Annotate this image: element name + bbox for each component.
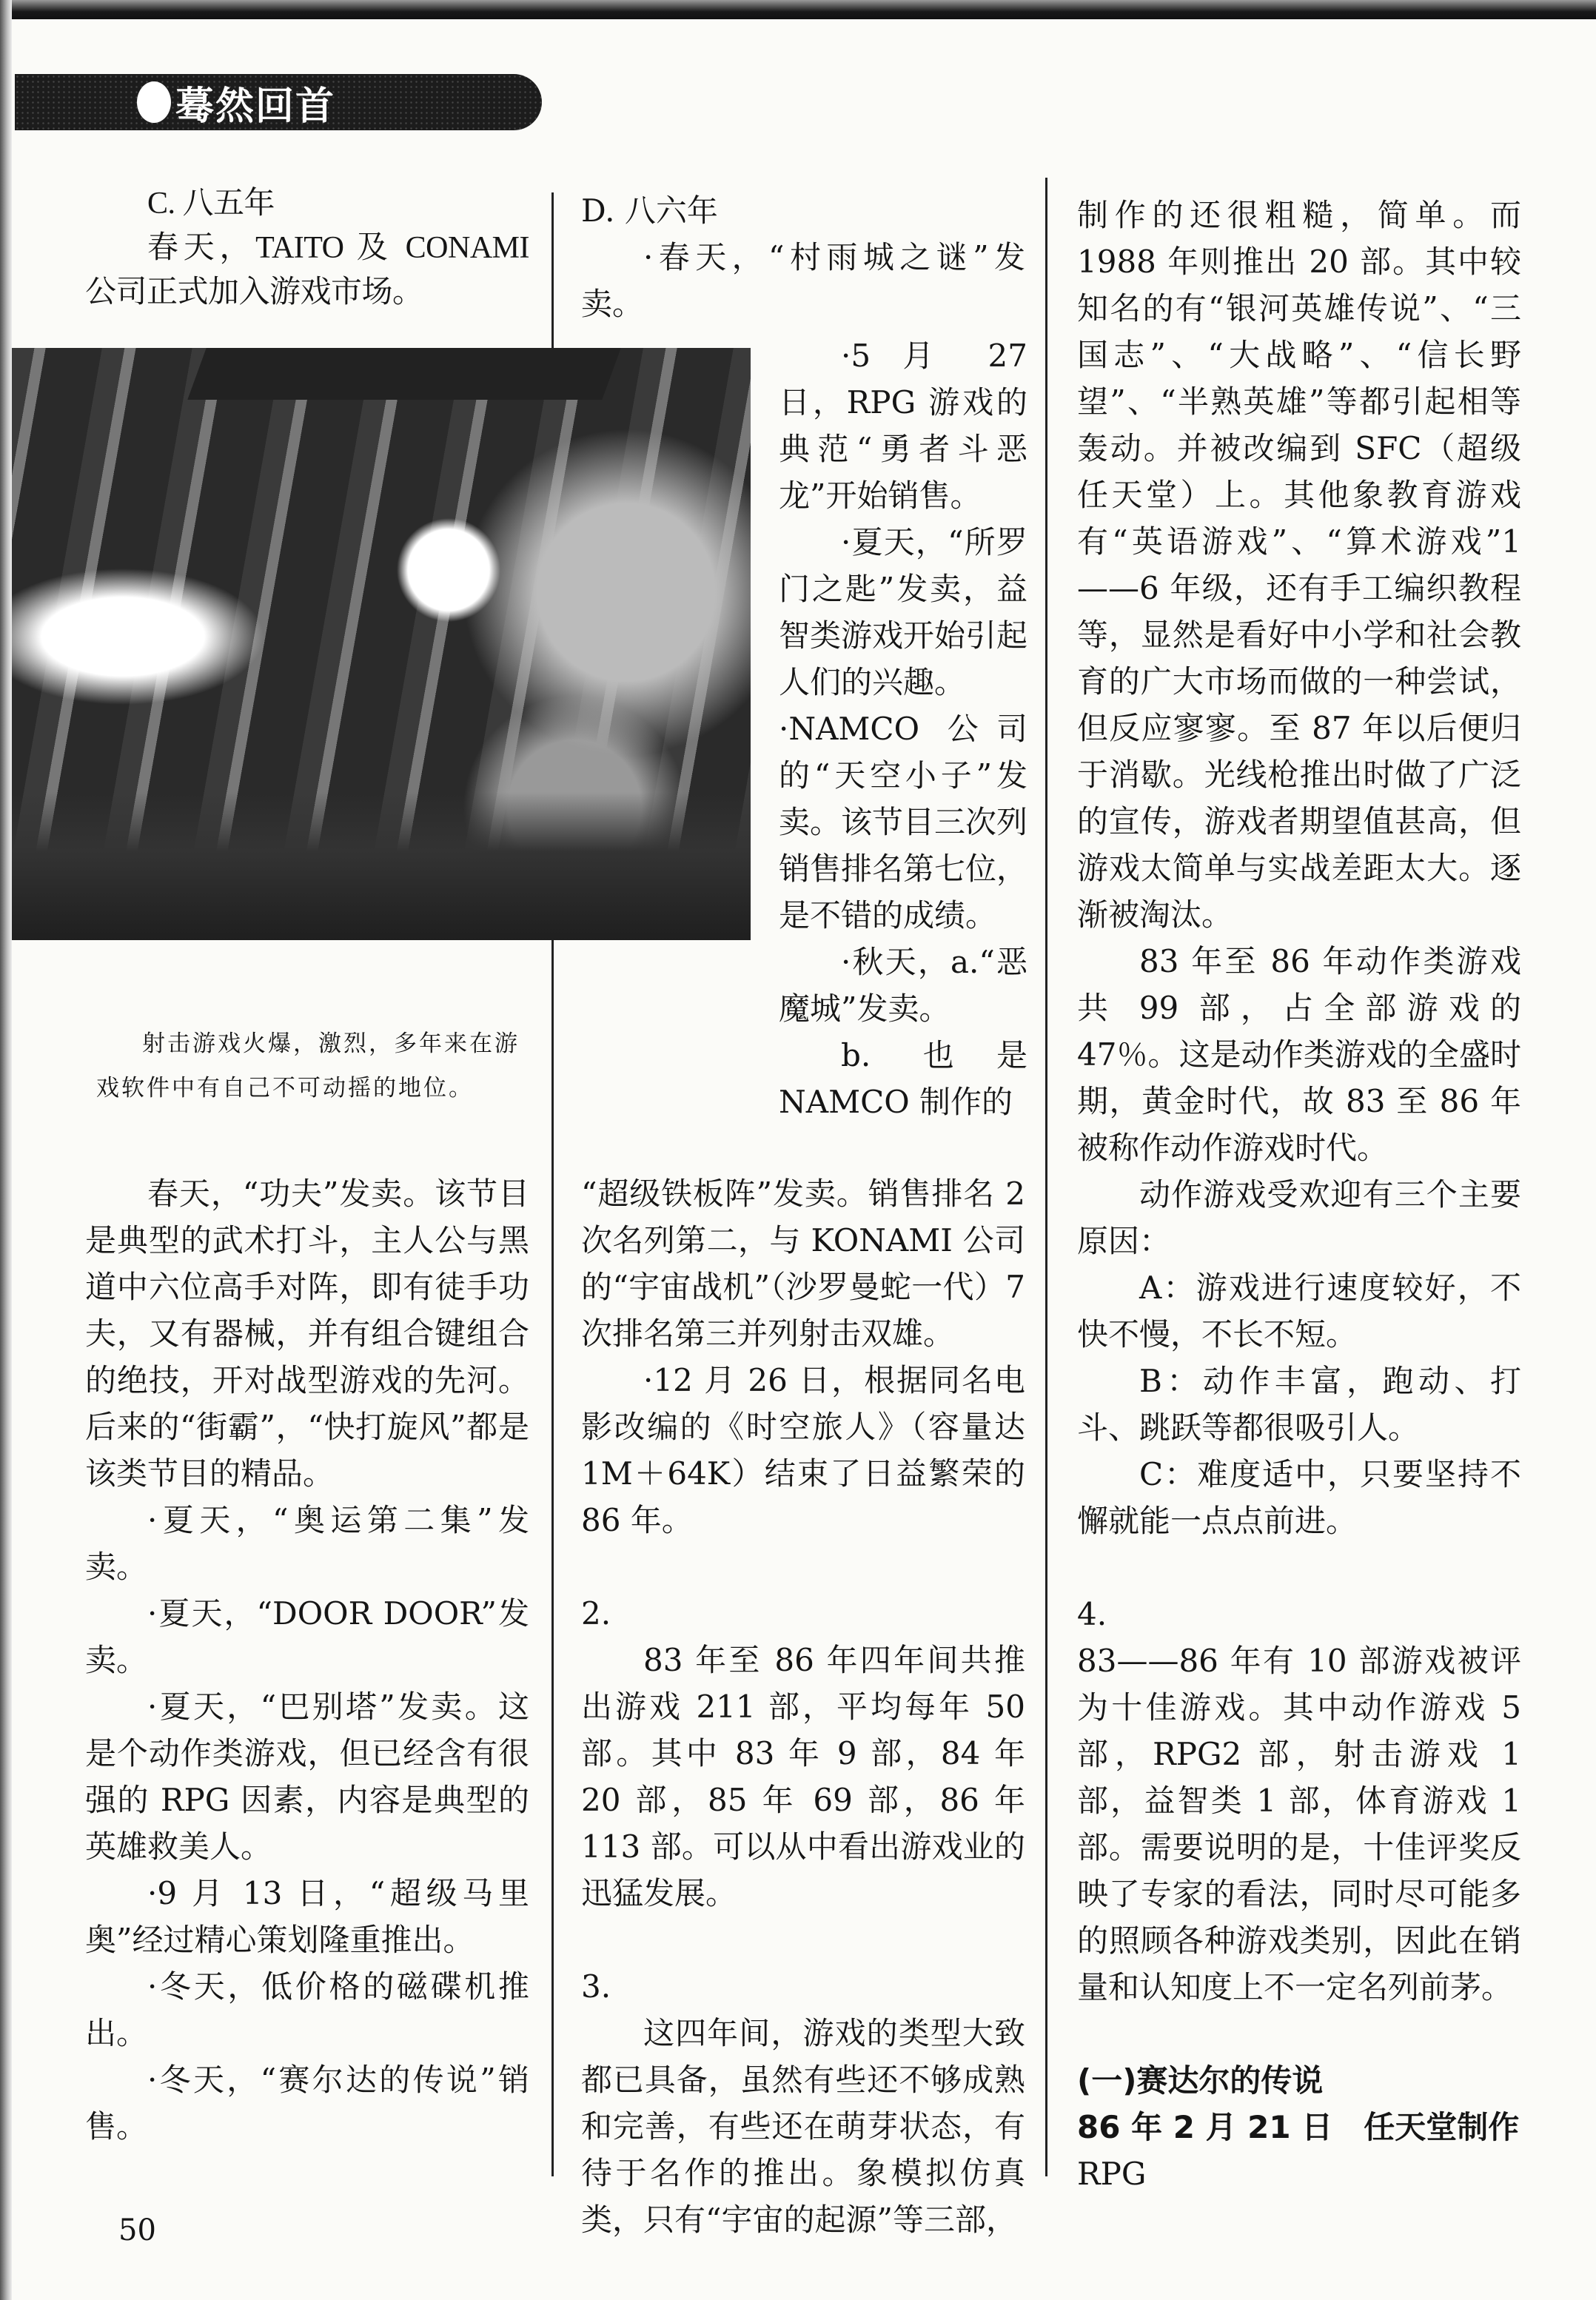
paragraph: 这四年间，游戏的类型大致都已具备，虽然有些还不够成熟和完善，有些还在萌芽状态，有待于名作的推出。象模拟仿真类，只有“宇宙的起源”等三部， bbox=[581, 2015, 1025, 2238]
year-heading: C. 八五年 bbox=[147, 187, 275, 221]
paragraph: 83 年至 86 年动作类游戏共 99 部，占全部游戏的 47％。这是动作类游戏的全盛时期，黄金时代，故 83 至 86 年被称作动作游戏时代。 bbox=[1077, 943, 1521, 1166]
section-number: 2. bbox=[581, 1595, 611, 1632]
game-release-info: 86 年 2 月 21 日 任天堂制作 bbox=[1077, 2109, 1520, 2145]
paragraph: ·12 月 26 日，根据同名电影改编的《时空旅人》（容量达 1M＋64K）结束了日益繁荣的 86 年。 bbox=[581, 1362, 1025, 1538]
section-title: 蓦然回首 bbox=[175, 84, 336, 129]
photo-ground bbox=[12, 792, 751, 940]
column-2-full bbox=[581, 1170, 1025, 2243]
circle-bullet-icon bbox=[137, 81, 171, 123]
column-1-bottom bbox=[85, 1170, 529, 2150]
section-header-bar bbox=[15, 74, 542, 130]
paragraph: ·夏天，“DOOR DOOR”发卖。 bbox=[85, 1595, 529, 1678]
paragraph: ·夏天，“巴别塔”发卖。这是个动作类游戏，但已经含有很强的 RPG 因素，内容是典型的英雄救美人。 bbox=[85, 1689, 529, 1865]
paragraph: 动作游戏受欢迎有三个主要原因： bbox=[1077, 1176, 1521, 1259]
paragraph: ·5 月 27 日，RPG 游戏的典范“勇者斗恶龙”开始销售。 bbox=[779, 338, 1027, 514]
page-number: 50 bbox=[118, 2213, 156, 2247]
paragraph: ·夏天，“所罗门之匙”发卖，益智类游戏开始引起人们的兴趣。 bbox=[779, 524, 1028, 700]
paragraph: 制作的还很粗糙，简单。而 1988 年则推出 20 部。其中较知名的有“银河英雄传说”、“三国志”、“大战略”、“信长野望”、“半熟英雄”等都引起相等轰动。并被改编到 SFC（超级任天堂）上。其他象教育游戏有“英语游戏”、“算术游戏”1——6 年级，还有手工编织教程等，显然是看好中小学和社会教育的广大市场而做的一种尝试，但反应寥寥。至 87 年以后便归于消歇。光线枪推出时做了广泛的宣传，游戏者期望值甚高，但游戏太简单与实战差距太大。逐渐被淘汰。 bbox=[1077, 197, 1521, 933]
column-divider bbox=[1045, 178, 1047, 2176]
paragraph: b. 也是 NAMCO 制作的 bbox=[779, 1037, 1027, 1120]
paragraph: B：动作丰富，跑动、打斗、跳跃等都很吸引人。 bbox=[1077, 1363, 1521, 1446]
column-3 bbox=[1077, 192, 1521, 2197]
column-1-top bbox=[85, 181, 529, 315]
scan-top-edge bbox=[0, 0, 1596, 19]
paragraph: ·秋天，a.“恶魔城”发卖。 bbox=[779, 944, 1027, 1027]
game-screenshot-photo bbox=[12, 348, 751, 940]
section-number: 4. bbox=[1077, 1596, 1107, 1632]
paragraph: 春天，TAITO 及 CONAMI 公司正式加入游戏市场。 bbox=[85, 231, 529, 309]
section-number: 3. bbox=[581, 1968, 611, 2005]
scan-left-edge bbox=[0, 0, 12, 2300]
paragraph: “超级铁板阵”发卖。销售排名 2 次名列第二，与 KONAMI 公司的“宇宙战机”（沙罗曼蛇一代）7 次排名第三并列射击双雄。 bbox=[581, 1176, 1025, 1352]
game-title: (一)赛达尔的传说 bbox=[1077, 2062, 1324, 2099]
paragraph: 83——86 年有 10 部游戏被评为十佳游戏。其中动作游戏 5 部，RPG2 部，射击游戏 1 部，益智类 1 部，体育游戏 1 部。需要说明的是，十佳评奖反映了专家的看法，同时尽可能多的照顾各种游戏类别，因此在销量和认知度上不一定名列前茅。 bbox=[1077, 1643, 1521, 2005]
paragraph: ·9 月 13 日，“超级马里奥”经过精心策划隆重推出。 bbox=[85, 1875, 529, 1958]
column-2-top bbox=[581, 187, 1025, 327]
game-genre: RPG bbox=[1077, 2156, 1147, 2192]
column-2-narrow bbox=[779, 332, 1027, 1125]
paragraph: ·春天，“村雨城之谜”发卖。 bbox=[581, 239, 1025, 322]
photo-caption: 射击游戏火爆，激烈，多年来在游戏软件中有自己不可动摇的地位。 bbox=[96, 1030, 520, 1102]
paragraph: 春天，“功夫”发卖。该节目是典型的武术打斗，主人公与黑道中六位高手对阵，即有徒手功夫，又有器械，并有组合键组合的绝技，开对战型游戏的先河。后来的“街霸”，“快打旋风”都是该类节目的精品。 bbox=[85, 1176, 529, 1492]
paragraph: A：游戏进行速度较好，不快不慢，不长不短。 bbox=[1077, 1270, 1521, 1352]
paragraph: C：难度适中，只要坚持不懈就能一点点前进。 bbox=[1077, 1456, 1521, 1539]
paragraph: ·冬天，低价格的磁碟机推出。 bbox=[85, 1968, 529, 2051]
year-heading: D. 八六年 bbox=[581, 192, 718, 229]
paragraph: ·冬天，“赛尔达的传说”销售。 bbox=[85, 2062, 529, 2145]
photo-title-banner bbox=[187, 348, 620, 400]
paragraph: 83 年至 86 年四年间共推出游戏 211 部，平均每年 50 部。其中 83 年 9 部，84 年 20 部，85 年 69 部，86 年 113 部。可以从中看出游戏业的迅猛发展。 bbox=[581, 1642, 1025, 1911]
paragraph: ·夏天，“奥运第二集”发卖。 bbox=[85, 1502, 529, 1585]
paragraph: ·NAMCO 公司的“天空小子”发卖。该节目三次列销售排名第七位，是不错的成绩。 bbox=[779, 711, 1028, 933]
